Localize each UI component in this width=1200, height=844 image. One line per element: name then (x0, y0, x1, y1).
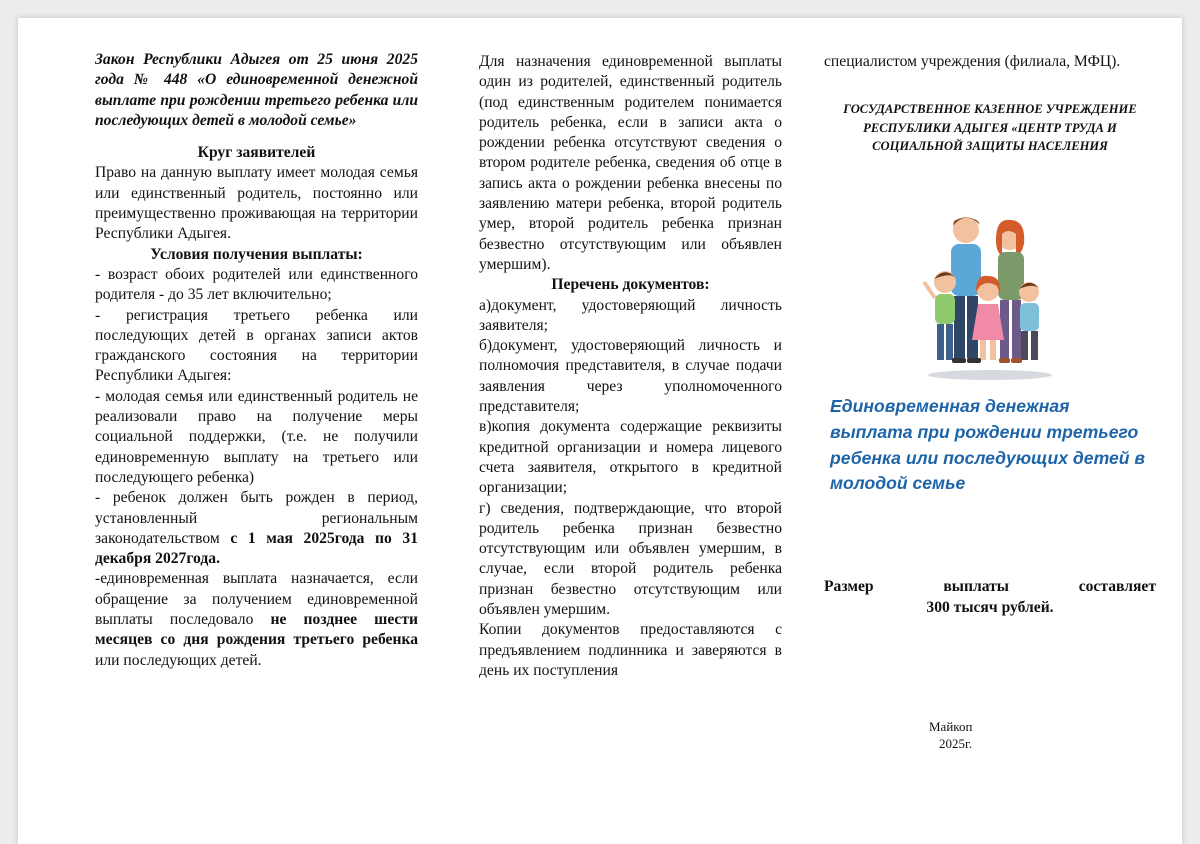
condition-deadline-tail: или последующих детей. (95, 651, 262, 669)
payment-amount (824, 577, 1156, 618)
condition-period-dates: с 1 мая 2025года по 31 декабря 2027года. (95, 529, 418, 568)
family-illustration (920, 212, 1060, 382)
payment-amount-label: Размер выплаты составляет (824, 578, 1156, 596)
condition-deadline (95, 569, 418, 670)
brochure-headline: Единовременная денежная выплата при рождении третьего ребенка или последующих детей в молодой семье (830, 396, 1146, 494)
copies-text: Копии документов предоставляются с предъявлением подлинника и заверяются в день их поступления (479, 621, 782, 679)
organization-name: ГОСУДАРСТВЕННОЕ КАЗЕННОЕ УЧРЕЖДЕНИЕ РЕСПУБЛИКИ АДЫГЕЯ «ЦЕНТР ТРУДА И СОЦИАЛЬНОЙ ЗАЩИТЫ НАСЕЛЕНИЯ (843, 102, 1137, 154)
right-column (824, 52, 1156, 752)
city-name: Майкоп (929, 718, 973, 734)
condition-age: - возраст обоих родителей или единственного родителя - до 35 лет включительно; (95, 265, 418, 304)
applicants-heading: Круг заявителей (197, 144, 316, 162)
brochure-page (18, 18, 1182, 844)
condition-not-used: - молодая семья или единственный родитель не реализовали право на получение меры социальной поддержки, (т.е. не получили единовременную выплату на третьего или последующего ребенка) (95, 387, 418, 486)
conditions-heading: Условия получения выплаты: (150, 245, 363, 263)
document-item-v: в)копия документа содержащие реквизиты кредитной организации и номера лицевого счета заявителя, открытого в кредитной организации; (479, 418, 782, 497)
parent-definition: Для назначения единовременной выплаты один из родителей, единственный родитель (под единственным родителем понимается родитель ребенка, если в записи акта о рождении ребенка отсутствуют сведения о втором родителе ребенка, сведения об отце в запись акта о рождении ребенка внесены по заявлению матери ребенка, второй родитель умер, второй родитель ребенка признан безвестно отсутствующим или объявлен умершим). (479, 53, 782, 273)
condition-registration: - регистрация третьего ребенка или последующих детей в органах записи актов гражданского состояния на территории Республики Адыгея: (95, 306, 418, 385)
document-item-a: а)документ, удостоверяющий личность заявителя; (479, 296, 782, 334)
document-item-b: б)документ, удостоверяющий личность и полномочия представителя, в случае подачи заявления через уполномоченного представителя; (479, 337, 782, 416)
publication-year: 2025г. (939, 735, 973, 751)
condition-deadline-bold: не позднее шести месяцев со дня рождения третьего ребенка (95, 611, 419, 649)
middle-column (479, 52, 782, 681)
left-column (95, 50, 418, 671)
applicants-text: Право на данную выплату имеет молодая семья или единственный родитель, постоянно или преимущественно проживающая на территории Республики Адыгея. (95, 164, 418, 243)
condition-period-text: - ребенок должен быть рожден в период, установленный региональным законодательством (95, 489, 418, 547)
payment-amount-value: 300 тысяч рублей. (926, 598, 1054, 616)
continuation-text: специалистом учреждения (филиала, МФЦ). (824, 53, 1121, 70)
condition-period (95, 488, 418, 569)
document-item-g: г) сведения, подтверждающие, что второй родитель ребенка признан безвестно отсутствующим или объявлен умершим, в случае, если второй родитель ребенка признан безвестно отсутствующим или объявлен умершим. (479, 499, 782, 619)
documents-heading: Перечень документов: (551, 276, 710, 294)
condition-deadline-text: -единовременная выплата назначается, если обращение за получением единовременной выплаты последовало (95, 570, 418, 629)
law-title: Закон Республики Адыгея от 25 июня 2025 года № 448 «О единовременной денежной выплате при рождении третьего ребенка или последующих детей в молодой семье» (95, 51, 418, 129)
